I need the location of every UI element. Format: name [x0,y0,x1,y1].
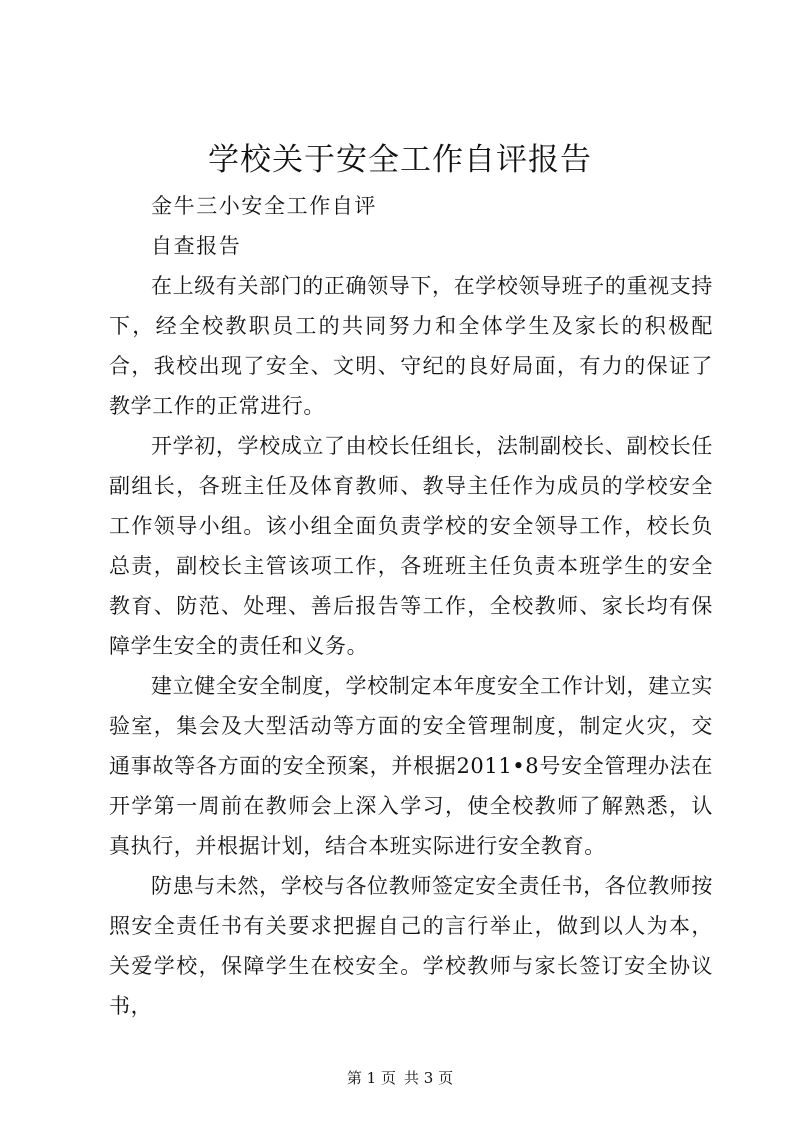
paragraph-responsibility: 防患与未然，学校与各位教师签定安全责任书，各位教师按照安全责任书有关要求把握自己的言行举止，做到以人为本，关爱学校，保障学生在校安全。学校教师与家长签订安全协议书， [109,874,713,1018]
paragraph-subtitle-2: 自查报告 [151,234,242,258]
page-footer [0,1068,800,1088]
paragraph-subtitle: 金牛三小安全工作自评 [151,194,377,218]
paragraph-leadership: 开学初，学校成立了由校长任组长，法制副校长、副校长任副组长，各班主任及体育教师、教导主任作为成员的学校安全工作领导小组。该小组全面负责学校的安全领导工作，校长负总责，副校长主管该项工作，各班班主任负责本班学生的安全教育、防范、处理、善后报告等工作，全校教师、家长均有保障学生安全的责任和义务。 [109,434,713,658]
document-title: 学校关于安全工作自评报告 [208,142,592,178]
paragraph-safety-system: 建立健全安全制度，学校制定本年度安全工作计划，建立实验室，集会及大型活动等方面的安全管理制度，制定火灾，交通事故等各方面的安全预案，并根据2011•8号安全管理办法在开学第一周前在教师会上深入学习，使全校教师了解熟悉，认真执行，并根据计划，结合本班实际进行安全教育。 [109,674,713,858]
paragraph-intro: 在上级有关部门的正确领导下，在学校领导班子的重视支持下，经全校教职员工的共同努力和全体学生及家长的积极配合，我校出现了安全、文明、守纪的良好局面，有力的保证了教学工作的正常进行。 [109,274,713,418]
document-body [109,186,713,1026]
page-number: 第 1 页 [346,1069,396,1087]
page-total: 共 3 页 [404,1069,454,1087]
